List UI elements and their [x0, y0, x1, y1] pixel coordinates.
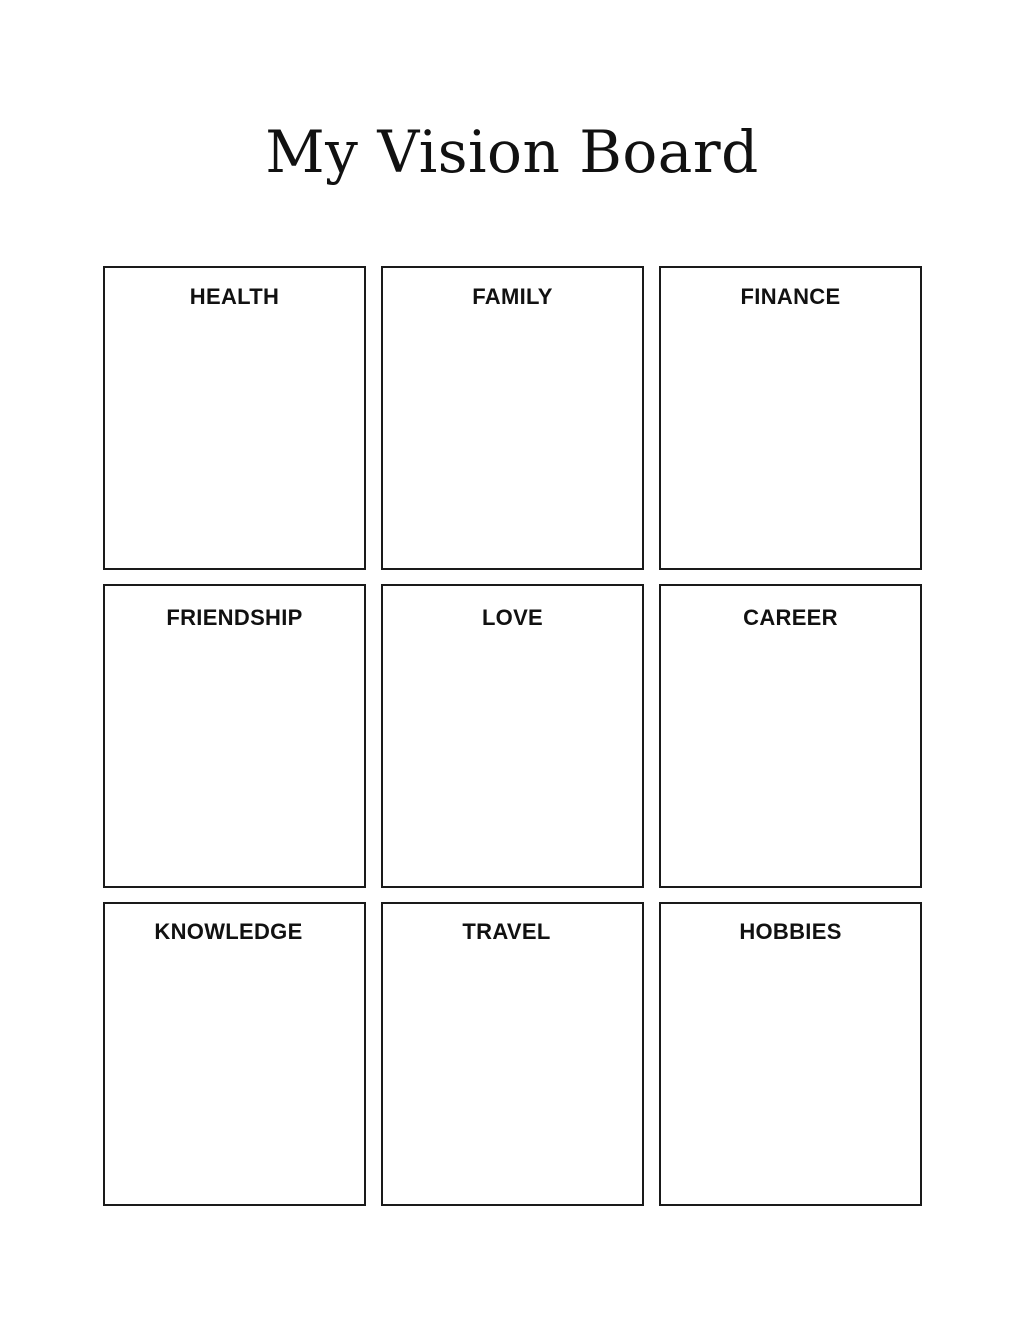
tile-health[interactable]: [103, 266, 366, 570]
tile-knowledge[interactable]: [103, 902, 366, 1206]
tile-travel[interactable]: [381, 902, 644, 1206]
tile-finance[interactable]: [659, 266, 922, 570]
tile-love[interactable]: [381, 584, 644, 888]
tile-hobbies[interactable]: [659, 902, 922, 1206]
tile-label: LOVE: [481, 605, 544, 630]
page-title: My Vision Board: [265, 118, 759, 186]
tile-label: KNOWLEDGE: [154, 919, 303, 944]
tile-label: CAREER: [743, 605, 838, 630]
tile-friendship[interactable]: [103, 584, 366, 888]
tile-label: FAMILY: [472, 284, 553, 309]
tile-label: HOBBIES: [739, 919, 842, 944]
tile-label: FINANCE: [740, 284, 841, 309]
tile-career[interactable]: [659, 584, 922, 888]
tile-label: FRIENDSHIP: [166, 605, 303, 630]
tile-label: HEALTH: [189, 284, 280, 309]
vision-board-grid: [103, 266, 922, 1206]
tile-label: TRAVEL: [462, 919, 551, 944]
tile-family[interactable]: [381, 266, 644, 570]
